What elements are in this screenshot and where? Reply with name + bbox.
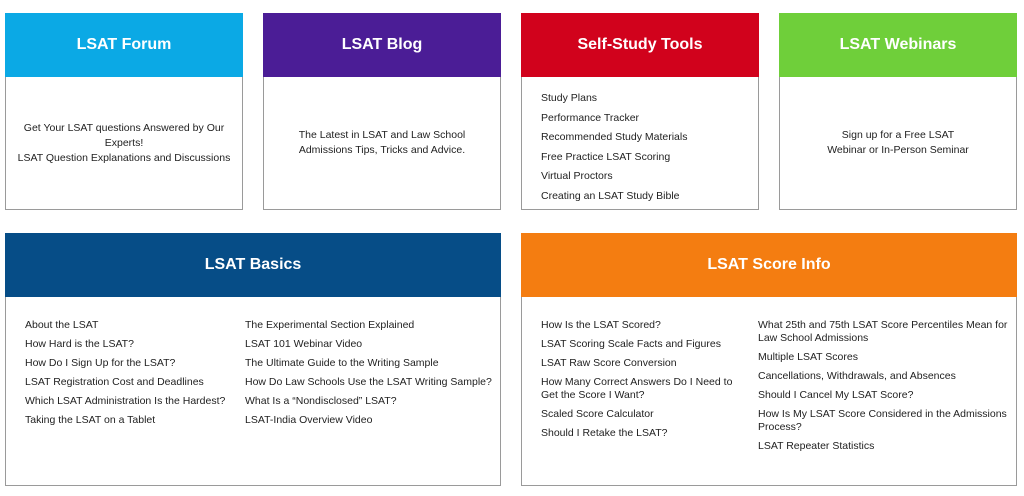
score-right-column <box>758 319 1010 459</box>
blog-line: Admissions Tips, Tricks and Advice. <box>298 144 466 156</box>
basics-link[interactable]: The Experimental Section Explained <box>245 319 415 331</box>
basics-left-column <box>25 319 235 433</box>
score-link[interactable]: Cancellations, Withdrawals, and Absences <box>758 370 956 382</box>
score-link[interactable]: What 25th and 75th LSAT Score Percentiles Mean for Law School Admissions <box>758 319 1008 344</box>
blog-header[interactable]: LSAT Blog <box>263 13 501 77</box>
score-link[interactable]: LSAT Repeater Statistics <box>758 440 875 452</box>
blog-card <box>263 13 501 210</box>
forum-body[interactable] <box>6 77 242 209</box>
blog-body[interactable] <box>264 77 500 209</box>
webinars-card <box>779 13 1017 210</box>
basics-header[interactable]: LSAT Basics <box>5 233 501 297</box>
score-list <box>522 297 1016 485</box>
basics-link[interactable]: How Hard is the LSAT? <box>25 338 134 350</box>
forum-header[interactable]: LSAT Forum <box>5 13 243 77</box>
forum-line: Get Your LSAT questions Answered by Our <box>23 121 225 134</box>
basics-link[interactable]: How Do I Sign Up for the LSAT? <box>25 357 176 369</box>
tools-link[interactable]: Recommended Study Materials <box>541 131 688 143</box>
tools-link[interactable]: Free Practice LSAT Scoring <box>541 150 671 163</box>
basics-link[interactable]: Which LSAT Administration Is the Hardest? <box>25 395 226 407</box>
basics-link[interactable]: LSAT Registration Cost and Deadlines <box>25 376 204 388</box>
tools-card <box>521 13 759 210</box>
basics-right-column <box>245 319 495 433</box>
tools-list <box>522 77 758 209</box>
score-header[interactable]: LSAT Score Info <box>521 233 1017 297</box>
tools-link[interactable]: Performance Tracker <box>541 111 640 124</box>
tools-link[interactable]: Creating an LSAT Study Bible <box>541 189 680 202</box>
basics-link[interactable]: What Is a “Nondisclosed” LSAT? <box>245 395 397 407</box>
score-link[interactable]: LSAT Scoring Scale Facts and Figures <box>541 338 721 350</box>
webinars-line: Sign up for a Free LSAT <box>841 129 955 141</box>
score-link[interactable]: Should I Retake the LSAT? <box>541 427 668 439</box>
blog-line: The Latest in LSAT and Law School <box>298 129 466 141</box>
basics-link[interactable]: Taking the LSAT on a Tablet <box>25 414 156 426</box>
score-link[interactable]: How Many Correct Answers Do I Need to Get the Score I Want? <box>541 376 733 401</box>
score-link[interactable]: How Is My LSAT Score Considered in the Admissions Process? <box>758 408 1007 433</box>
webinars-header[interactable]: LSAT Webinars <box>779 13 1017 77</box>
tools-link[interactable]: Study Plans <box>541 92 598 104</box>
score-card <box>521 233 1017 486</box>
score-link[interactable]: Scaled Score Calculator <box>541 408 654 420</box>
score-link[interactable]: Multiple LSAT Scores <box>758 351 858 363</box>
webinars-line: Webinar or In-Person Seminar <box>827 144 969 156</box>
tools-header[interactable]: Self-Study Tools <box>521 13 759 77</box>
score-link[interactable]: How Is the LSAT Scored? <box>541 319 661 331</box>
forum-card <box>5 13 243 210</box>
webinars-body[interactable] <box>780 77 1016 209</box>
basics-list <box>6 297 500 485</box>
tools-link[interactable]: Virtual Proctors <box>541 170 613 182</box>
basics-link[interactable]: LSAT 101 Webinar Video <box>245 338 363 350</box>
basics-link[interactable]: The Ultimate Guide to the Writing Sample <box>245 357 439 369</box>
basics-link[interactable]: LSAT-India Overview Video <box>245 414 373 426</box>
score-link[interactable]: Should I Cancel My LSAT Score? <box>758 389 914 401</box>
forum-line: Experts! <box>104 136 144 149</box>
basics-link[interactable]: How Do Law Schools Use the LSAT Writing Sample? <box>245 376 492 388</box>
score-link[interactable]: LSAT Raw Score Conversion <box>541 357 677 369</box>
basics-link[interactable]: About the LSAT <box>25 319 99 331</box>
forum-line: LSAT Question Explanations and Discussions <box>17 151 231 164</box>
basics-card <box>5 233 501 486</box>
score-left-column <box>541 319 741 446</box>
